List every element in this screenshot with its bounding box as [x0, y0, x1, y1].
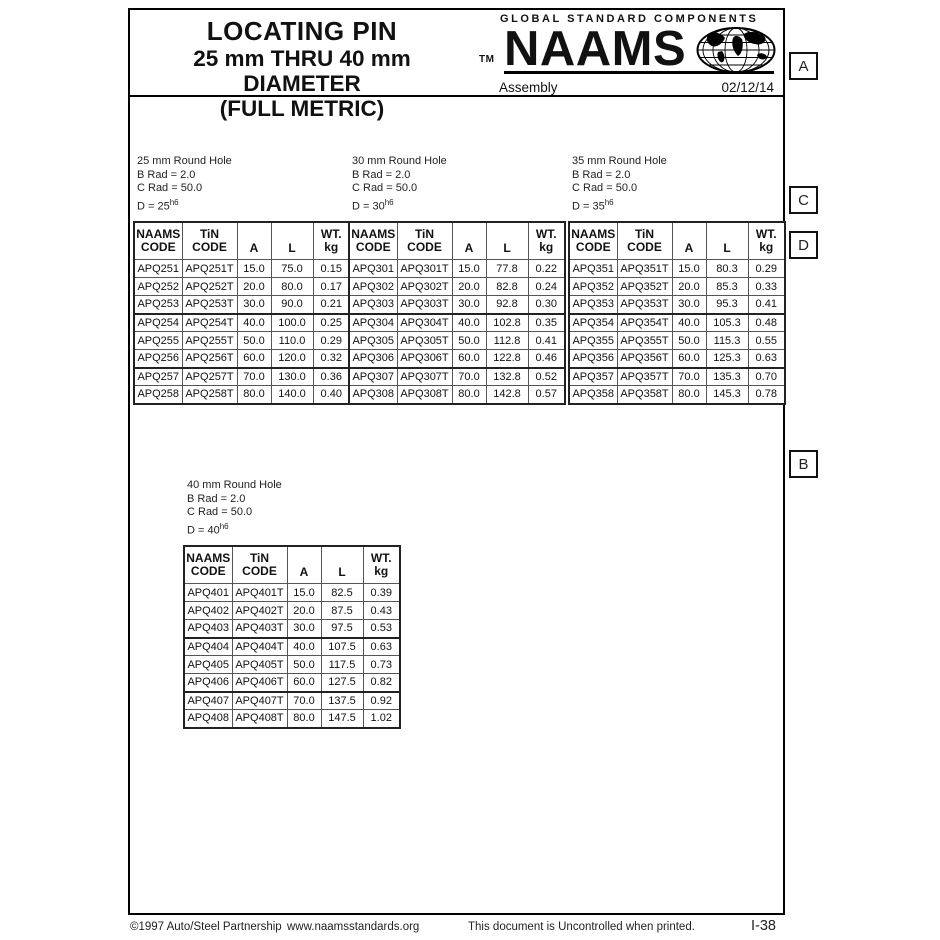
table-row — [349, 332, 565, 350]
table-cell: 0.30 — [528, 296, 565, 314]
table-row — [184, 674, 400, 692]
table-cell: 15.0 — [287, 584, 321, 602]
table-cell: APQ352T — [617, 278, 672, 296]
header — [130, 10, 783, 122]
table-cell: 0.24 — [528, 278, 565, 296]
footer-notice: This document is Uncontrolled when printed. — [468, 921, 695, 933]
col-naams-code: NAAMS CODE — [134, 222, 182, 260]
table-row — [569, 350, 785, 368]
table-row — [134, 386, 350, 404]
table-cell: 15.0 — [237, 260, 271, 278]
table-cell: APQ353 — [569, 296, 617, 314]
table-cell: APQ353T — [617, 296, 672, 314]
footer-copyright: ©1997 Auto/Steel Partnership — [130, 921, 282, 933]
brand-tagline: GLOBAL STANDARD COMPONENTS — [500, 13, 759, 25]
table-cell: 147.5 — [321, 710, 363, 728]
footer-page-number: I-38 — [751, 918, 776, 934]
spec-c-rad: C Rad = 50.0 — [352, 182, 418, 194]
table-cell: APQ256 — [134, 350, 182, 368]
table-cell: 30.0 — [287, 620, 321, 638]
spec-b-rad: B Rad = 2.0 — [187, 492, 246, 505]
table-cell: APQ301T — [397, 260, 452, 278]
table-cell: 0.25 — [313, 314, 350, 332]
table-cell: APQ408T — [232, 710, 287, 728]
table-cell: APQ402T — [232, 602, 287, 620]
revision-date: 02/12/14 — [721, 80, 774, 95]
table-row — [134, 296, 350, 314]
table-row — [184, 638, 400, 656]
table-cell: 82.5 — [321, 584, 363, 602]
brand-name: NAAMS — [504, 21, 687, 76]
spec-d: $D = 25^{h6}$ — [137, 197, 179, 213]
col-naams-code: NAAMS CODE — [349, 222, 397, 260]
table-cell: APQ355T — [617, 332, 672, 350]
section-25mm — [133, 155, 351, 405]
spec-size-label: 40 mm Round Hole — [187, 479, 282, 491]
table-cell: 107.5 — [321, 638, 363, 656]
table-cell: APQ307 — [349, 368, 397, 386]
table-cell: 0.48 — [748, 314, 785, 332]
table-row — [349, 278, 565, 296]
table-cell: 0.92 — [363, 692, 400, 710]
table-row — [184, 620, 400, 638]
col-l: L — [321, 546, 363, 584]
table-cell: APQ257 — [134, 368, 182, 386]
table-row — [184, 710, 400, 728]
col-naams-code: NAAMS CODE — [569, 222, 617, 260]
margin-label-d: D — [789, 231, 818, 259]
table-cell: 50.0 — [452, 332, 486, 350]
table-cell: APQ258T — [182, 386, 237, 404]
page-title-line1: LOCATING PIN — [206, 16, 398, 46]
table-row — [569, 314, 785, 332]
spec-block-35mm — [572, 155, 786, 214]
page-title-line3: (FULL METRIC) — [219, 96, 385, 122]
table-cell: APQ303 — [349, 296, 397, 314]
table-cell: 60.0 — [237, 350, 271, 368]
col-wt: WT. kg — [748, 222, 785, 260]
table-cell: APQ257T — [182, 368, 237, 386]
col-tin-code: TiN CODE — [232, 546, 287, 584]
table-row — [184, 602, 400, 620]
table-cell: APQ402 — [184, 602, 232, 620]
table-cell: 127.5 — [321, 674, 363, 692]
brand-logo-row — [504, 21, 774, 76]
table-cell: APQ306T — [397, 350, 452, 368]
section-40mm — [183, 479, 401, 729]
table-cell: APQ401T — [232, 584, 287, 602]
spec-size-label: 30 mm Round Hole — [352, 155, 447, 167]
table-cell: 80.0 — [271, 278, 313, 296]
table-cell: 0.22 — [528, 260, 565, 278]
table-cell: 50.0 — [672, 332, 706, 350]
parts-table-40mm — [183, 545, 401, 729]
table-cell: 92.8 — [486, 296, 528, 314]
table-cell: 130.0 — [271, 368, 313, 386]
spec-size-label: 25 mm Round Hole — [137, 155, 232, 167]
table-cell: 82.8 — [486, 278, 528, 296]
table-cell: APQ354 — [569, 314, 617, 332]
spec-block-30mm — [352, 155, 566, 214]
table-cell: 115.3 — [706, 332, 748, 350]
table-cell: 142.8 — [486, 386, 528, 404]
table-cell: 20.0 — [237, 278, 271, 296]
table-cell: APQ358 — [569, 386, 617, 404]
col-wt: WT. kg — [363, 546, 400, 584]
table-cell: APQ304 — [349, 314, 397, 332]
table-cell: 0.33 — [748, 278, 785, 296]
assembly-label: Assembly — [499, 80, 558, 95]
table-cell: 0.57 — [528, 386, 565, 404]
table-cell: 85.3 — [706, 278, 748, 296]
col-naams-code: NAAMS CODE — [184, 546, 232, 584]
spec-c-rad: C Rad = 50.0 — [187, 506, 253, 518]
table-row — [569, 368, 785, 386]
page-title-line2: 25 mm THRU 40 mm DIAMETER — [193, 46, 411, 97]
table-cell: 87.5 — [321, 602, 363, 620]
table-cell: 50.0 — [287, 656, 321, 674]
table-cell: APQ256T — [182, 350, 237, 368]
table-cell: 102.8 — [486, 314, 528, 332]
table-cell: 0.29 — [313, 332, 350, 350]
table-cell: 110.0 — [271, 332, 313, 350]
table-cell: 80.0 — [237, 386, 271, 404]
table-cell: APQ252 — [134, 278, 182, 296]
table-cell: 135.3 — [706, 368, 748, 386]
spec-d: $D = 30^{h6}$ — [352, 197, 394, 213]
spec-block-40mm — [187, 479, 401, 538]
table-cell: 70.0 — [237, 368, 271, 386]
parts-table-35mm — [568, 221, 786, 405]
table-cell: 20.0 — [672, 278, 706, 296]
table-cell: 40.0 — [287, 638, 321, 656]
table-cell: APQ251 — [134, 260, 182, 278]
table-cell: APQ302T — [397, 278, 452, 296]
table-cell: 70.0 — [672, 368, 706, 386]
table-cell: 0.82 — [363, 674, 400, 692]
table-cell: APQ355 — [569, 332, 617, 350]
table-cell: 15.0 — [452, 260, 486, 278]
table-cell: APQ303T — [397, 296, 452, 314]
table-cell: 75.0 — [271, 260, 313, 278]
table-row — [134, 314, 350, 332]
table-cell: APQ255 — [134, 332, 182, 350]
table-cell: 0.73 — [363, 656, 400, 674]
table-cell: APQ406 — [184, 674, 232, 692]
table-cell: APQ357 — [569, 368, 617, 386]
table-cell: APQ251T — [182, 260, 237, 278]
parts-table-25mm — [133, 221, 351, 405]
table-row — [134, 350, 350, 368]
table-cell: 105.3 — [706, 314, 748, 332]
table-cell: 60.0 — [672, 350, 706, 368]
table-cell: APQ305T — [397, 332, 452, 350]
table-cell: 60.0 — [287, 674, 321, 692]
table-row — [134, 260, 350, 278]
section-30mm — [348, 155, 566, 405]
table-cell: APQ308T — [397, 386, 452, 404]
table-cell: APQ306 — [349, 350, 397, 368]
table-cell: APQ408 — [184, 710, 232, 728]
table-cell: APQ356T — [617, 350, 672, 368]
table-cell: 70.0 — [287, 692, 321, 710]
table-cell: 132.8 — [486, 368, 528, 386]
table-cell: APQ358T — [617, 386, 672, 404]
table-cell: 20.0 — [452, 278, 486, 296]
table-row — [349, 296, 565, 314]
table-row — [184, 584, 400, 602]
table-cell: 40.0 — [237, 314, 271, 332]
table-cell: 30.0 — [237, 296, 271, 314]
table-cell: 0.63 — [748, 350, 785, 368]
table-cell: 97.5 — [321, 620, 363, 638]
col-a: A — [452, 222, 486, 260]
table-cell: APQ253 — [134, 296, 182, 314]
table-cell: APQ405T — [232, 656, 287, 674]
table-cell: APQ357T — [617, 368, 672, 386]
table-cell: 0.32 — [313, 350, 350, 368]
table-cell: 15.0 — [672, 260, 706, 278]
col-l: L — [271, 222, 313, 260]
table-cell: 145.3 — [706, 386, 748, 404]
table-cell: 90.0 — [271, 296, 313, 314]
spec-c-rad: C Rad = 50.0 — [137, 182, 203, 194]
table-cell: APQ305 — [349, 332, 397, 350]
col-l: L — [706, 222, 748, 260]
table-cell: APQ254 — [134, 314, 182, 332]
trademark-symbol: TM — [479, 54, 495, 65]
spec-c-rad: C Rad = 50.0 — [572, 182, 638, 194]
table-header-row — [184, 546, 400, 584]
table-cell: APQ253T — [182, 296, 237, 314]
table-row — [569, 332, 785, 350]
table-cell: 0.63 — [363, 638, 400, 656]
col-tin-code: TiN CODE — [182, 222, 237, 260]
globe-icon — [696, 27, 776, 78]
document-page-frame — [128, 8, 785, 915]
table-cell: 140.0 — [271, 386, 313, 404]
table-cell: APQ352 — [569, 278, 617, 296]
table-cell: 77.8 — [486, 260, 528, 278]
table-cell: 0.29 — [748, 260, 785, 278]
table-row — [184, 692, 400, 710]
table-cell: 112.8 — [486, 332, 528, 350]
table-cell: APQ302 — [349, 278, 397, 296]
table-row — [569, 386, 785, 404]
table-cell: 95.3 — [706, 296, 748, 314]
table-cell: APQ255T — [182, 332, 237, 350]
table-cell: 0.70 — [748, 368, 785, 386]
table-row — [134, 368, 350, 386]
col-l: L — [486, 222, 528, 260]
table-cell: APQ354T — [617, 314, 672, 332]
spec-d: $D = 35^{h6}$ — [572, 197, 614, 213]
table-cell: APQ403T — [232, 620, 287, 638]
col-a: A — [287, 546, 321, 584]
table-row — [134, 332, 350, 350]
col-a: A — [237, 222, 271, 260]
table-row — [349, 386, 565, 404]
margin-label-a: A — [789, 52, 818, 80]
table-cell: 40.0 — [452, 314, 486, 332]
spec-b-rad: B Rad = 2.0 — [572, 168, 631, 181]
table-cell: 0.41 — [528, 332, 565, 350]
col-tin-code: TiN CODE — [397, 222, 452, 260]
table-cell: APQ258 — [134, 386, 182, 404]
table-cell: APQ406T — [232, 674, 287, 692]
table-cell: 0.41 — [748, 296, 785, 314]
table-cell: 125.3 — [706, 350, 748, 368]
brand-block — [496, 13, 774, 95]
table-cell: APQ405 — [184, 656, 232, 674]
spec-b-rad: B Rad = 2.0 — [352, 168, 411, 181]
table-cell: 117.5 — [321, 656, 363, 674]
table-row — [349, 368, 565, 386]
table-cell: APQ301 — [349, 260, 397, 278]
table-row — [134, 278, 350, 296]
table-cell: 30.0 — [672, 296, 706, 314]
table-cell: APQ407 — [184, 692, 232, 710]
table-cell: APQ304T — [397, 314, 452, 332]
col-tin-code: TiN CODE — [617, 222, 672, 260]
table-header-row — [569, 222, 785, 260]
table-header-row — [134, 222, 350, 260]
spec-b-rad: B Rad = 2.0 — [137, 168, 196, 181]
table-cell: 40.0 — [672, 314, 706, 332]
table-cell: 0.53 — [363, 620, 400, 638]
table-row — [569, 278, 785, 296]
table-cell: APQ356 — [569, 350, 617, 368]
table-cell: 120.0 — [271, 350, 313, 368]
table-row — [569, 296, 785, 314]
margin-label-b: B — [789, 450, 818, 478]
spec-block-25mm — [137, 155, 351, 214]
table-row — [349, 260, 565, 278]
page-title — [132, 17, 472, 122]
margin-label-c: C — [789, 186, 818, 214]
table-row — [184, 656, 400, 674]
table-row — [349, 350, 565, 368]
table-cell: 20.0 — [287, 602, 321, 620]
table-cell: 60.0 — [452, 350, 486, 368]
table-cell: APQ351 — [569, 260, 617, 278]
table-cell: 137.5 — [321, 692, 363, 710]
table-cell: APQ404 — [184, 638, 232, 656]
table-cell: 50.0 — [237, 332, 271, 350]
table-cell: 80.0 — [452, 386, 486, 404]
table-cell: 80.0 — [287, 710, 321, 728]
table-cell: 0.15 — [313, 260, 350, 278]
section-35mm — [568, 155, 786, 405]
col-a: A — [672, 222, 706, 260]
table-cell: APQ403 — [184, 620, 232, 638]
table-cell: APQ252T — [182, 278, 237, 296]
table-cell: 0.78 — [748, 386, 785, 404]
table-cell: 80.0 — [672, 386, 706, 404]
table-row — [569, 260, 785, 278]
table-cell: 0.55 — [748, 332, 785, 350]
table-header-row — [349, 222, 565, 260]
table-cell: 0.43 — [363, 602, 400, 620]
table-cell: APQ308 — [349, 386, 397, 404]
table-cell: APQ307T — [397, 368, 452, 386]
table-cell: 122.8 — [486, 350, 528, 368]
table-cell: 30.0 — [452, 296, 486, 314]
table-cell: 0.17 — [313, 278, 350, 296]
table-cell: 80.3 — [706, 260, 748, 278]
spec-size-label: 35 mm Round Hole — [572, 155, 667, 167]
col-wt: WT. kg — [313, 222, 350, 260]
table-cell: APQ254T — [182, 314, 237, 332]
table-cell: 0.36 — [313, 368, 350, 386]
parts-table-30mm — [348, 221, 566, 405]
spec-d: $D = 40^{h6}$ — [187, 521, 229, 537]
table-cell: APQ407T — [232, 692, 287, 710]
table-cell: 0.52 — [528, 368, 565, 386]
table-cell: 70.0 — [452, 368, 486, 386]
table-cell: 0.39 — [363, 584, 400, 602]
table-cell: APQ401 — [184, 584, 232, 602]
table-cell: 0.21 — [313, 296, 350, 314]
table-cell: APQ404T — [232, 638, 287, 656]
table-cell: APQ351T — [617, 260, 672, 278]
table-cell: 0.40 — [313, 386, 350, 404]
table-cell: 0.35 — [528, 314, 565, 332]
col-wt: WT. kg — [528, 222, 565, 260]
table-row — [349, 314, 565, 332]
footer-website: www.naamsstandards.org — [287, 921, 420, 933]
table-cell: 100.0 — [271, 314, 313, 332]
table-cell: 0.46 — [528, 350, 565, 368]
table-cell: 1.02 — [363, 710, 400, 728]
